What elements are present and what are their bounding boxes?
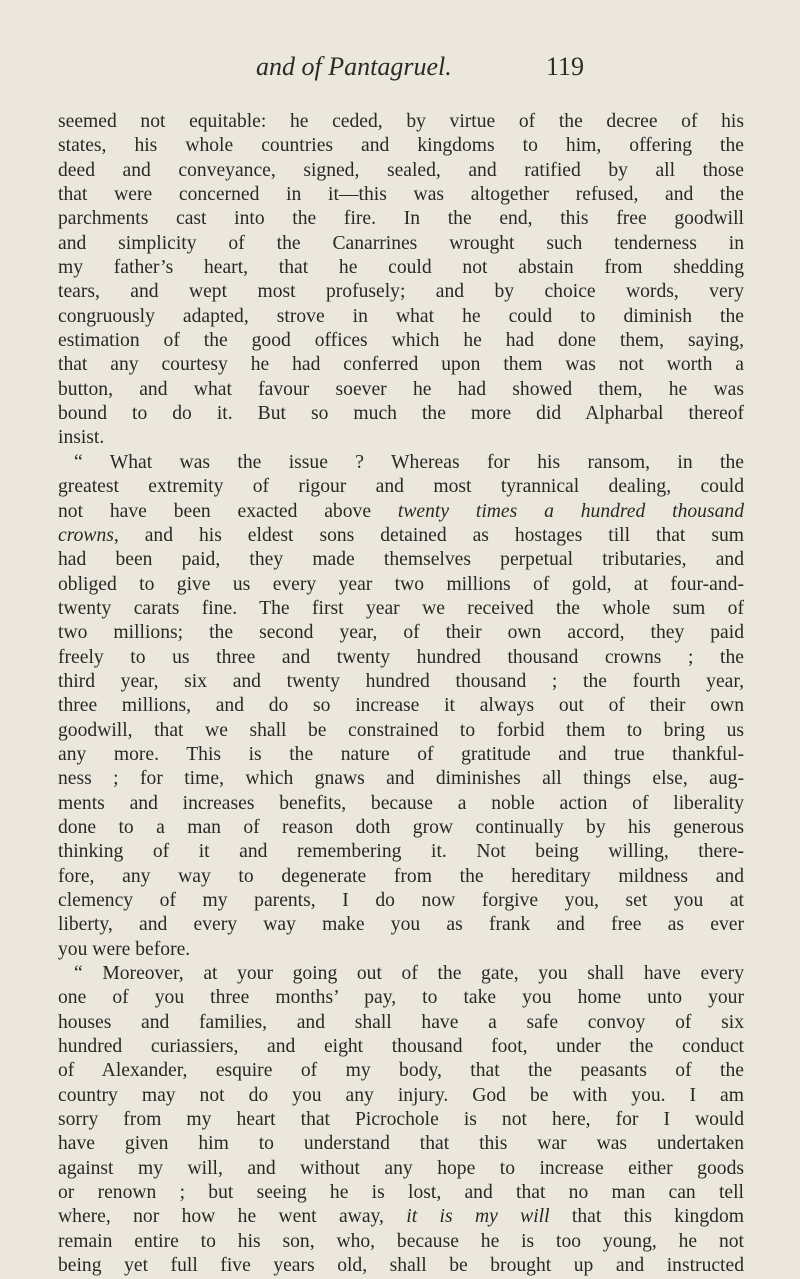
running-head [256,52,676,88]
text-run: not have been exacted above [58,500,398,522]
italic-run: it is my will [406,1206,550,1228]
text-line: third year, six and twenty hundred thousand ; the fourth year, [58,670,744,692]
text-line: obliged to give us every year two millions of gold, at four-and- [58,573,744,595]
text-line: liberty, and every way make you as frank and free as ever [58,914,744,936]
text-line: goodwill, that we shall be constrained to forbid them to bring us [58,719,744,741]
text-line: have given him to understand that this war was undertaken [58,1133,744,1155]
text-run: that this kingdom [549,1206,744,1228]
running-title: and of Pantagruel. [256,52,452,81]
text-line: and simplicity of the Canarrines wrought such tenderness in [58,232,744,254]
text-line: bound to do it. But so much the more did Alpharbal thereof [58,403,744,425]
text-line: fore, any way to degenerate from the hereditary mildness and [58,865,744,887]
text-line: of Alexander, esquire of my body, that the peasants of the [58,1060,744,1082]
italic-run: crowns [58,524,114,546]
text-line: houses and families, and shall have a safe convoy of six [58,1011,744,1033]
text-line: you were before. [58,938,191,960]
italic-run: twenty times a hundred thousand [397,500,744,522]
text-line: “ Moreover, at your going out of the gate, you shall have every [74,963,744,985]
text-line: against my will, and without any hope to increase either goods [58,1157,744,1179]
text-line: that any courtesy he had conferred upon them was not worth a [58,354,744,376]
text-line: twenty carats fine. The first year we received the whole sum of [58,597,744,619]
text-line: any more. This is the nature of gratitude and true thankful- [58,743,744,765]
text-line: that were concerned in it—this was altogether refused, and the [58,184,744,206]
text-run: where, nor how he went away, [58,1206,407,1228]
text-line: two millions; the second year, of their own accord, they paid [58,622,744,644]
text-line: freely to us three and twenty hundred thousand crowns ; the [58,646,744,668]
text-line: estimation of the good offices which he had done them, saying, [58,330,744,352]
text-line: button, and what favour soever he had showed them, he was [58,378,744,400]
text-line: being yet full five years old, shall be brought up and instructed [58,1255,744,1277]
text-line: congruously adapted, strove in what he could to diminish the [58,305,744,327]
text-line: remain entire to his son, who, because he is too young, he not [58,1230,744,1252]
body-text [58,110,744,1279]
text-line: ness ; for time, which gnaws and diminishes all things else, aug- [58,768,744,790]
text-line [58,500,744,524]
text-line: parchments cast into the fire. In the end, this free goodwill [58,208,744,230]
text-line: sorry from my heart that Picrochole is not here, for I would [58,1109,744,1131]
text-line: one of you three months’ pay, to take you home unto your [58,987,744,1009]
text-line: done to a man of reason doth grow continually by his generous [58,816,744,838]
text-line: deed and conveyance, signed, sealed, and ratified by all those [58,159,744,181]
text-line [58,1205,744,1229]
text-line: greatest extremity of rigour and most tyrannical dealing, could [58,476,744,498]
text-line: or renown ; but seeing he is lost, and that no man can tell [58,1182,744,1204]
text-line: my father’s heart, that he could not abstain from shedding [58,257,744,279]
text-line: thinking of it and remembering it. Not being willing, there- [58,841,744,863]
text-line: ments and increases benefits, because a noble action of liberality [58,792,744,814]
text-line: states, his whole countries and kingdoms to him, offering the [58,135,744,157]
text-line [58,524,744,548]
text-run: , and his eldest sons detained as hostages till that sum [113,524,744,546]
text-line: tears, and wept most profusely; and by choice words, very [58,281,744,303]
page-number: 119 [546,52,585,81]
text-line: hundred curiassiers, and eight thousand foot, under the conduct [58,1036,744,1058]
text-line: “ What was the issue ? Whereas for his ransom, in the [74,451,744,473]
text-line: three millions, and do so increase it always out of their own [58,695,744,717]
text-line: had been paid, they made themselves perpetual tributaries, and [58,549,744,571]
text-line: clemency of my parents, I do now forgive you, set you at [58,890,744,911]
text-line: seemed not equitable: he ceded, by virtue of the decree of his [58,111,744,132]
text-line: country may not do you any injury. God be with you. I am [58,1084,744,1106]
text-line: insist. [58,427,105,449]
